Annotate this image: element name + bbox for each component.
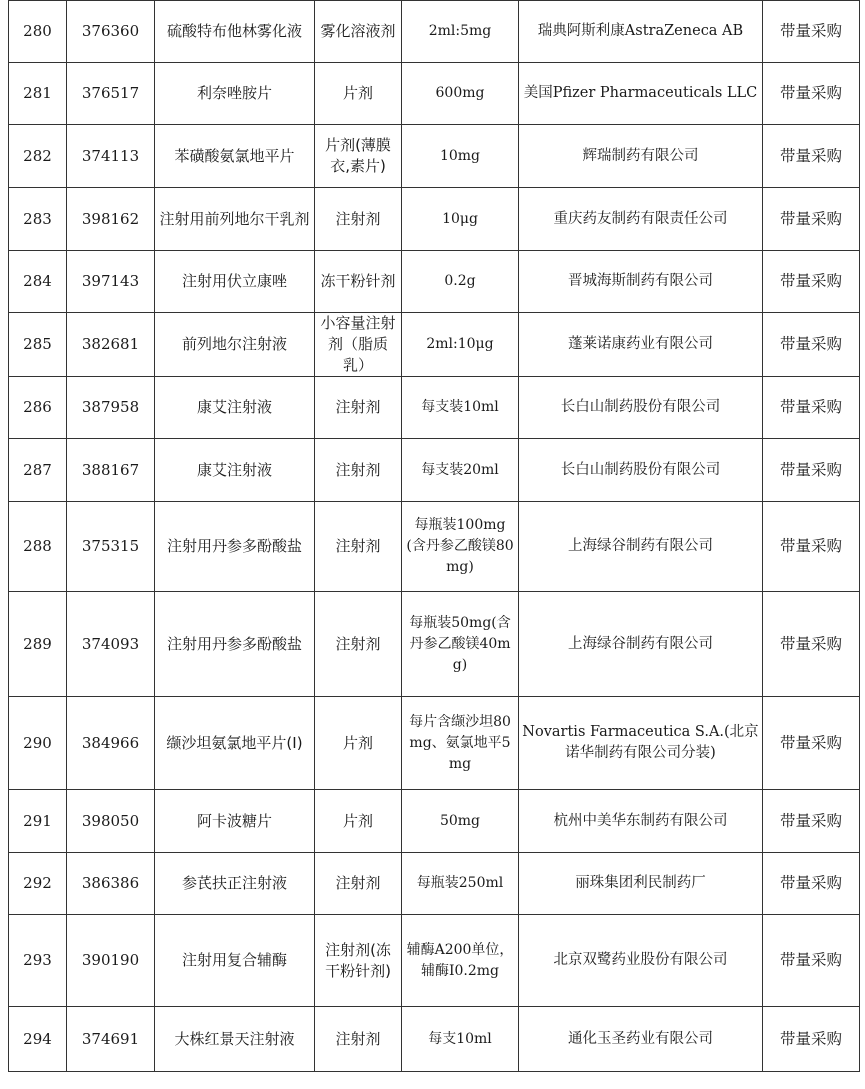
drug-code-cell: 374093 [67, 592, 155, 697]
row-number-cell: 281 [9, 63, 67, 125]
dosage-form-cell: 片剂 [315, 63, 402, 125]
procurement-mode-cell: 带量采购 [763, 502, 860, 592]
manufacturer-cell: 上海绿谷制药有限公司 [519, 502, 763, 592]
procurement-mode-cell: 带量采购 [763, 697, 860, 790]
specification-cell: 10μg [402, 188, 519, 251]
procurement-mode-cell: 带量采购 [763, 313, 860, 377]
specification-cell: 每瓶装250ml [402, 853, 519, 915]
table-row [9, 125, 860, 188]
manufacturer-cell: 长白山制药股份有限公司 [519, 377, 763, 439]
procurement-mode-cell: 带量采购 [763, 1, 860, 63]
procurement-mode-cell: 带量采购 [763, 853, 860, 915]
procurement-mode-cell: 带量采购 [763, 125, 860, 188]
specification-cell: 2ml:10μg [402, 313, 519, 377]
table-row [9, 592, 860, 697]
specification-cell: 每支装20ml [402, 439, 519, 502]
procurement-mode-cell: 带量采购 [763, 592, 860, 697]
procurement-mode-cell: 带量采购 [763, 251, 860, 313]
manufacturer-cell: 上海绿谷制药有限公司 [519, 592, 763, 697]
drug-code-cell: 374691 [67, 1007, 155, 1072]
row-number-cell: 289 [9, 592, 67, 697]
dosage-form-cell: 片剂(薄膜衣,素片) [315, 125, 402, 188]
dosage-form-cell: 注射剂 [315, 502, 402, 592]
manufacturer-cell: 晋城海斯制药有限公司 [519, 251, 763, 313]
drug-name-cell: 缬沙坦氨氯地平片(Ⅰ) [155, 697, 315, 790]
row-number-cell: 293 [9, 915, 67, 1007]
manufacturer-cell: 辉瑞制药有限公司 [519, 125, 763, 188]
table-row [9, 251, 860, 313]
specification-cell: 辅酶A200单位，辅酶Ⅰ0.2mg [402, 915, 519, 1007]
procurement-mode-cell: 带量采购 [763, 377, 860, 439]
drug-name-cell: 苯磺酸氨氯地平片 [155, 125, 315, 188]
dosage-form-cell: 注射剂 [315, 377, 402, 439]
specification-cell: 50mg [402, 790, 519, 853]
manufacturer-cell: 通化玉圣药业有限公司 [519, 1007, 763, 1072]
row-number-cell: 282 [9, 125, 67, 188]
table-row [9, 439, 860, 502]
table-row [9, 915, 860, 1007]
row-number-cell: 283 [9, 188, 67, 251]
procurement-mode-cell: 带量采购 [763, 63, 860, 125]
dosage-form-cell: 注射剂 [315, 592, 402, 697]
manufacturer-cell: 长白山制药股份有限公司 [519, 439, 763, 502]
drug-name-cell: 注射用丹参多酚酸盐 [155, 502, 315, 592]
manufacturer-cell: 北京双鹭药业股份有限公司 [519, 915, 763, 1007]
row-number-cell: 288 [9, 502, 67, 592]
row-number-cell: 285 [9, 313, 67, 377]
dosage-form-cell: 冻干粉针剂 [315, 251, 402, 313]
row-number-cell: 286 [9, 377, 67, 439]
drug-name-cell: 大株红景天注射液 [155, 1007, 315, 1072]
specification-cell: 2ml:5mg [402, 1, 519, 63]
row-number-cell: 280 [9, 1, 67, 63]
dosage-form-cell: 注射剂(冻干粉针剂) [315, 915, 402, 1007]
manufacturer-cell: 蓬莱诺康药业有限公司 [519, 313, 763, 377]
drug-name-cell: 康艾注射液 [155, 439, 315, 502]
row-number-cell: 294 [9, 1007, 67, 1072]
table-row [9, 1007, 860, 1072]
procurement-mode-cell: 带量采购 [763, 1007, 860, 1072]
procurement-mode-cell: 带量采购 [763, 439, 860, 502]
procurement-mode-cell: 带量采购 [763, 915, 860, 1007]
drug-name-cell: 注射用复合辅酶 [155, 915, 315, 1007]
drug-code-cell: 376517 [67, 63, 155, 125]
drug-code-cell: 398162 [67, 188, 155, 251]
drug-name-cell: 利奈唑胺片 [155, 63, 315, 125]
row-number-cell: 292 [9, 853, 67, 915]
specification-cell: 每支装10ml [402, 377, 519, 439]
dosage-form-cell: 片剂 [315, 697, 402, 790]
manufacturer-cell: 丽珠集团利民制药厂 [519, 853, 763, 915]
dosage-form-cell: 注射剂 [315, 439, 402, 502]
table-row [9, 697, 860, 790]
drug-name-cell: 注射用伏立康唑 [155, 251, 315, 313]
manufacturer-cell: 瑞典阿斯利康AstraZeneca AB [519, 1, 763, 63]
dosage-form-cell: 片剂 [315, 790, 402, 853]
drug-name-cell: 硫酸特布他林雾化液 [155, 1, 315, 63]
manufacturer-cell: 杭州中美华东制药有限公司 [519, 790, 763, 853]
drug-code-cell: 398050 [67, 790, 155, 853]
drug-code-cell: 397143 [67, 251, 155, 313]
row-number-cell: 290 [9, 697, 67, 790]
drug-name-cell: 阿卡波糖片 [155, 790, 315, 853]
manufacturer-cell: 美国Pfizer Pharmaceuticals LLC [519, 63, 763, 125]
drug-code-cell: 387958 [67, 377, 155, 439]
manufacturer-cell: 重庆药友制药有限责任公司 [519, 188, 763, 251]
dosage-form-cell: 注射剂 [315, 853, 402, 915]
drug-code-cell: 375315 [67, 502, 155, 592]
drug-code-cell: 390190 [67, 915, 155, 1007]
table-row [9, 502, 860, 592]
drug-code-cell: 388167 [67, 439, 155, 502]
table-row [9, 790, 860, 853]
drug-procurement-table [8, 0, 860, 1072]
table-row [9, 1, 860, 63]
row-number-cell: 291 [9, 790, 67, 853]
table-row [9, 188, 860, 251]
drug-name-cell: 注射用前列地尔干乳剂 [155, 188, 315, 251]
dosage-form-cell: 注射剂 [315, 1007, 402, 1072]
table-row [9, 313, 860, 377]
specification-cell: 0.2g [402, 251, 519, 313]
dosage-form-cell: 小容量注射剂（脂质乳） [315, 313, 402, 377]
dosage-form-cell: 雾化溶液剂 [315, 1, 402, 63]
drug-code-cell: 386386 [67, 853, 155, 915]
drug-code-cell: 384966 [67, 697, 155, 790]
table-row [9, 377, 860, 439]
specification-cell: 10mg [402, 125, 519, 188]
procurement-mode-cell: 带量采购 [763, 790, 860, 853]
row-number-cell: 287 [9, 439, 67, 502]
manufacturer-cell: Novartis Farmaceutica S.A.(北京诺华制药有限公司分装) [519, 697, 763, 790]
table-row [9, 853, 860, 915]
drug-name-cell: 参芪扶正注射液 [155, 853, 315, 915]
specification-cell: 600mg [402, 63, 519, 125]
table-row [9, 63, 860, 125]
procurement-mode-cell: 带量采购 [763, 188, 860, 251]
specification-cell: 每片含缬沙坦80mg、氨氯地平5mg [402, 697, 519, 790]
drug-code-cell: 374113 [67, 125, 155, 188]
specification-cell: 每瓶装50mg(含丹参乙酸镁40mg) [402, 592, 519, 697]
drug-name-cell: 康艾注射液 [155, 377, 315, 439]
specification-cell: 每瓶装100mg(含丹参乙酸镁80mg) [402, 502, 519, 592]
drug-name-cell: 注射用丹参多酚酸盐 [155, 592, 315, 697]
specification-cell: 每支10ml [402, 1007, 519, 1072]
drug-code-cell: 376360 [67, 1, 155, 63]
row-number-cell: 284 [9, 251, 67, 313]
dosage-form-cell: 注射剂 [315, 188, 402, 251]
drug-code-cell: 382681 [67, 313, 155, 377]
drug-name-cell: 前列地尔注射液 [155, 313, 315, 377]
table-body [9, 1, 860, 1072]
